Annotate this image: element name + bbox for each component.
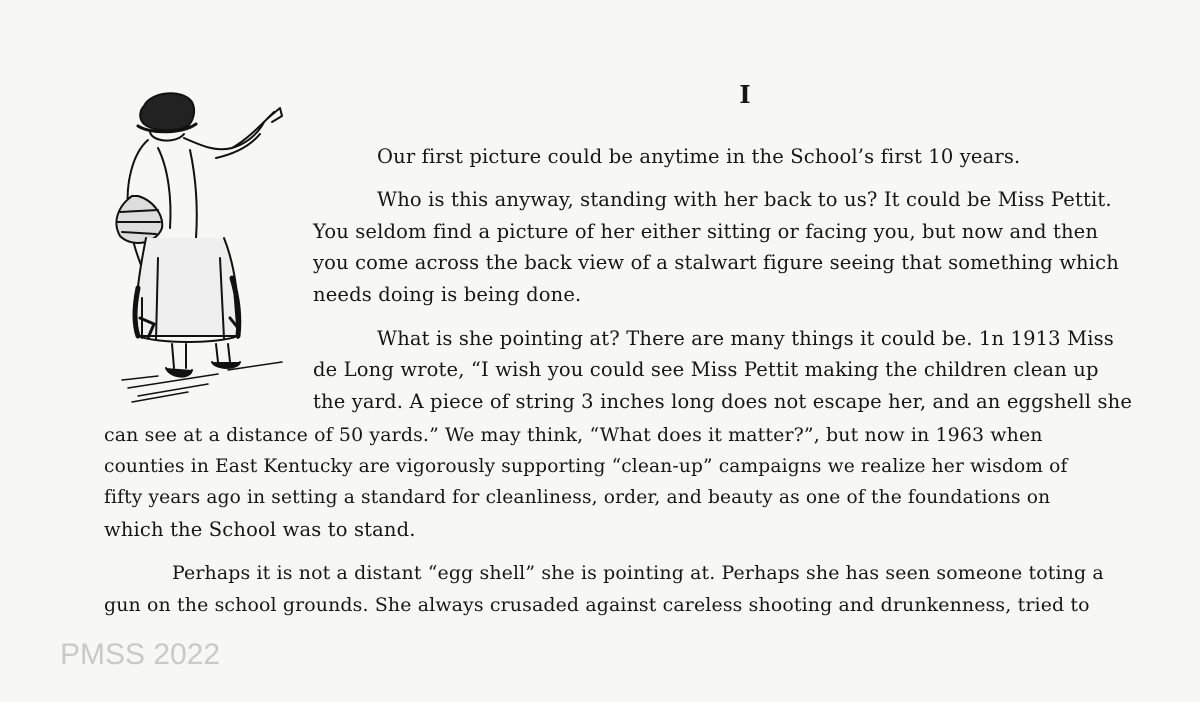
text-line: Perhaps it is not a distant “egg shell” she is pointing at. Perhaps she has seen someone toting a [172,562,1104,584]
chapter-heading: I [739,80,751,109]
text-line: needs doing is being done. [313,283,582,306]
text-line: What is she pointing at? There are many things it could be. 1n 1913 Miss [377,327,1114,350]
text-line: Our first picture could be anytime in the School’s first 10 years. [377,145,1021,168]
text-line: you come across the back view of a stalwart figure seeing that something which [313,251,1119,274]
text-line: can see at a distance of 50 yards.” We may think, “What does it matter?”, but now in 1963 when [104,424,1043,446]
text-line: gun on the school grounds. She always crusaded against careless shooting and drunkenness, tried to [104,594,1090,616]
text-line: which the School was to stand. [104,518,416,541]
text-line: You seldom find a picture of her either sitting or facing you, but now and then [313,220,1099,243]
text-line: de Long wrote, “I wish you could see Miss Pettit making the children clean up [313,358,1099,381]
watermark: PMSS 2022 [60,638,221,671]
text-line: the yard. A piece of string 3 inches long does not escape her, and an eggshell she [313,390,1133,413]
text-line: fifty years ago in setting a standard for cleanliness, order, and beauty as one of the foundations on [104,487,1051,508]
text-line: counties in East Kentucky are vigorously supporting “clean-up” campaigns we realize her wisdom of [104,456,1068,477]
text-line: Who is this anyway, standing with her back to us? It could be Miss Pettit. [377,188,1112,211]
woman-pointing-illustration [98,88,298,408]
